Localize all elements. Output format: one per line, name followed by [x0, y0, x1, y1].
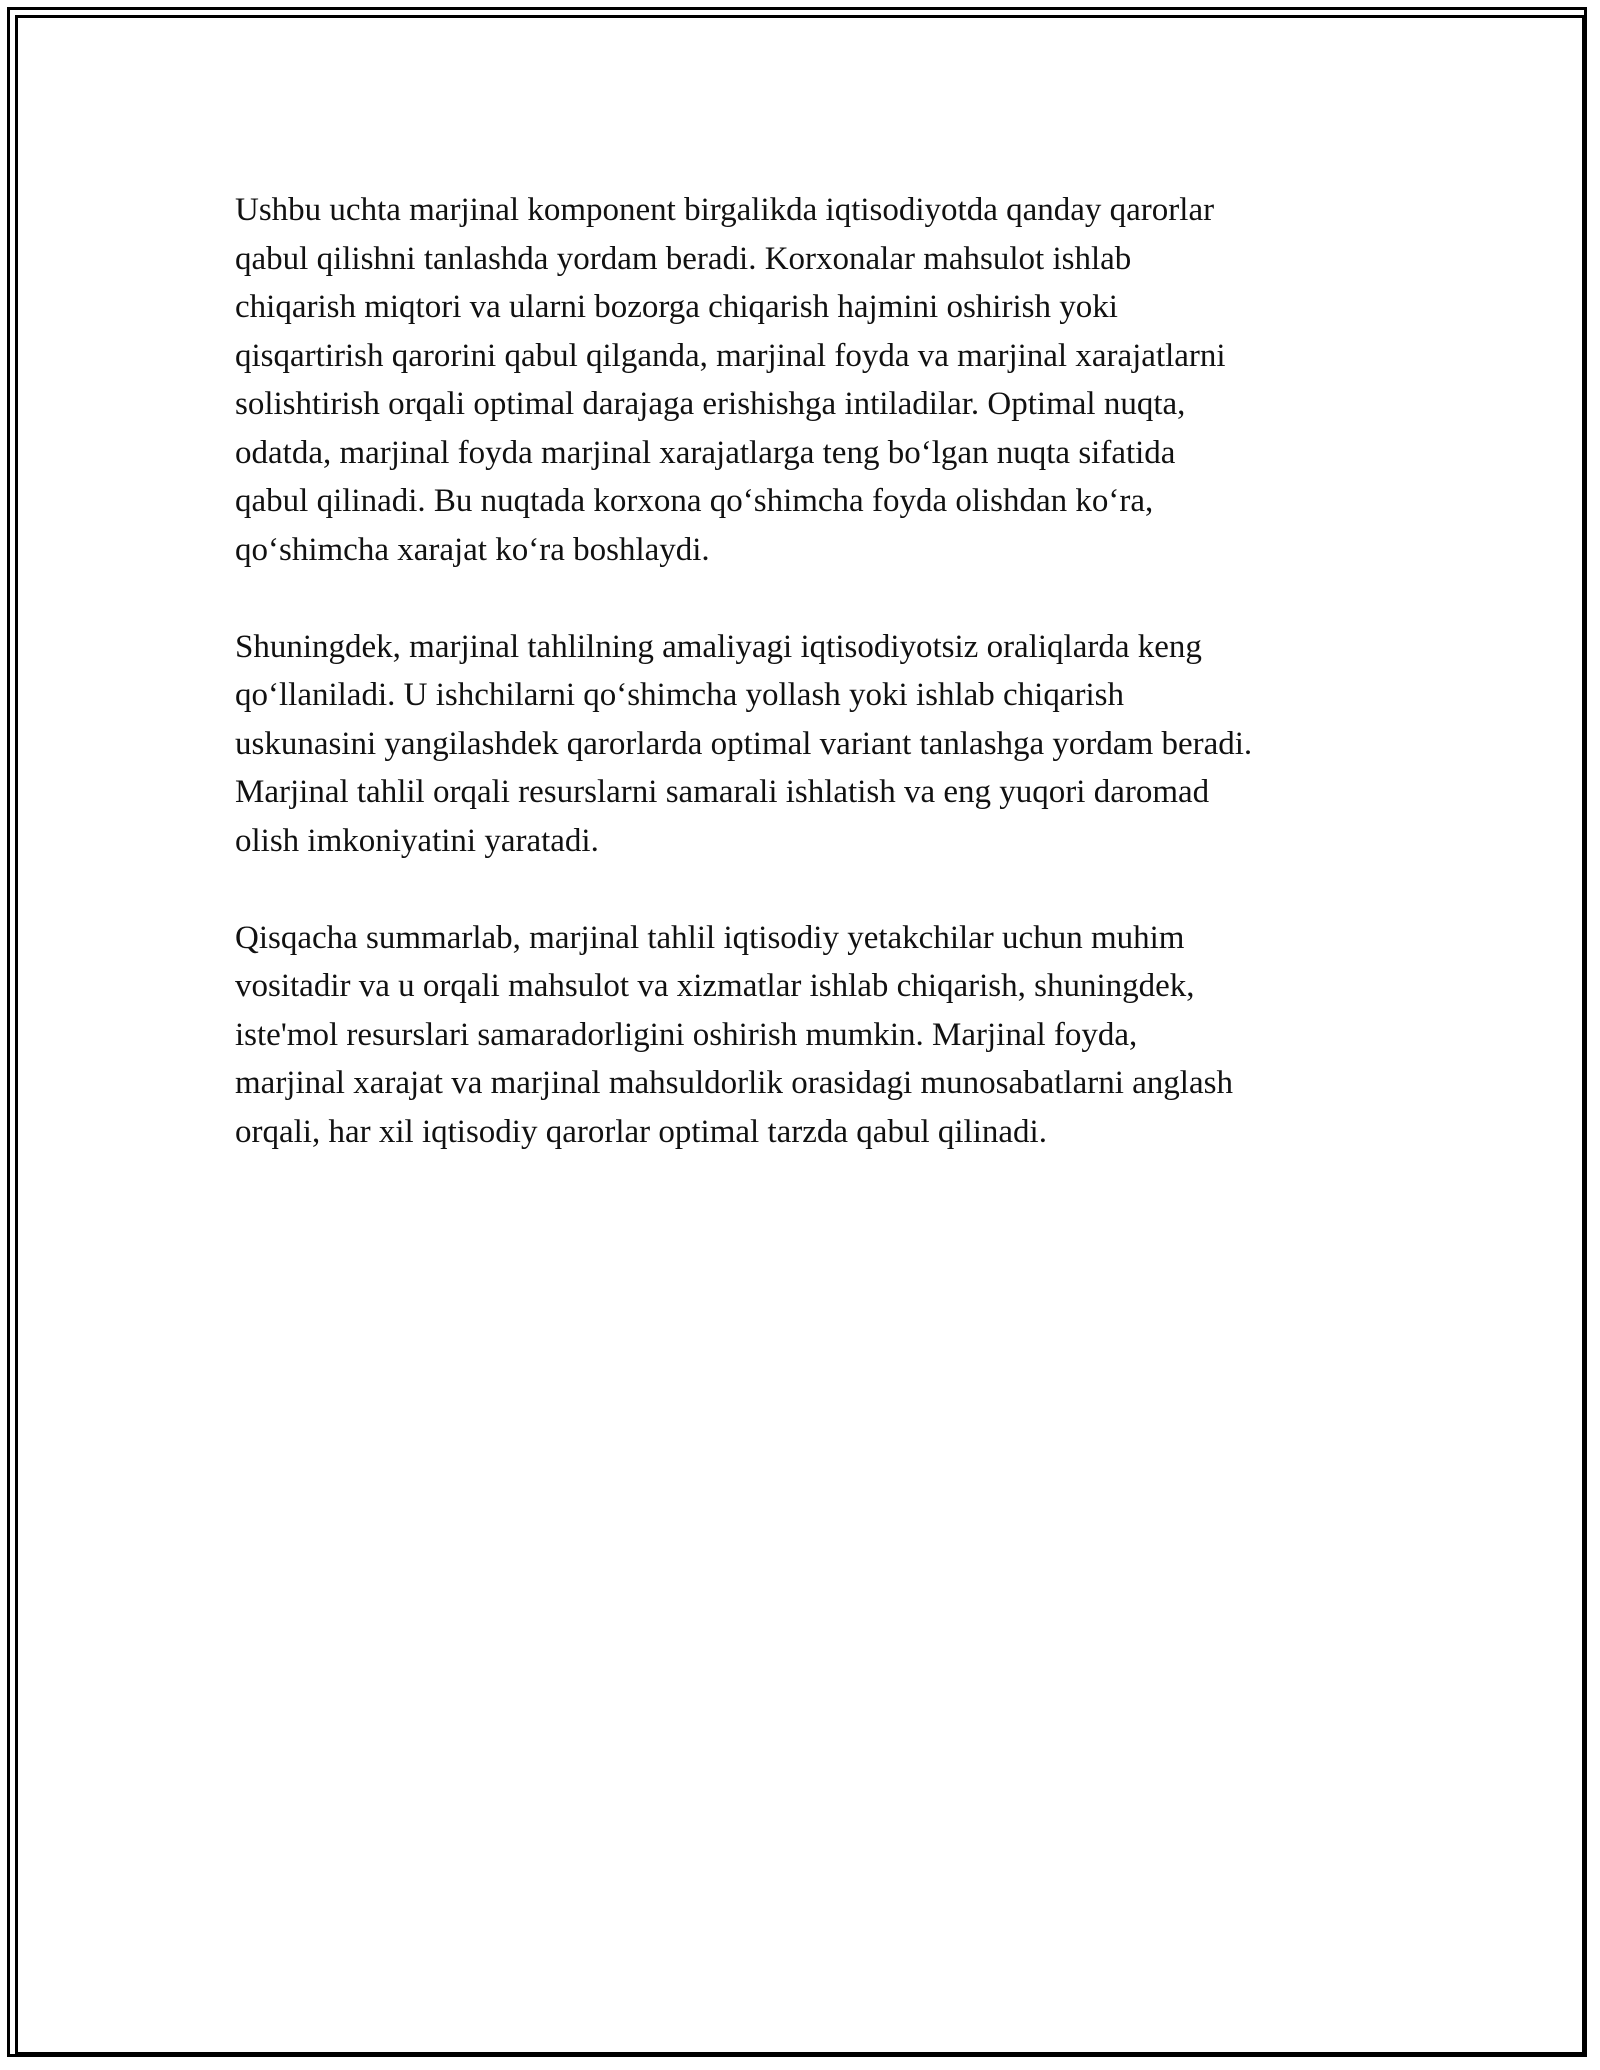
text-line: uskunasini yangilashdek qarorlarda optimal variant tanlashga yordam beradi. [235, 725, 1253, 762]
text-line: Ushbu uchta marjinal komponent birgalikda iqtisodiyotda qanday qarorlar [235, 192, 1215, 228]
paragraph-3 [235, 914, 1385, 1157]
document-body [235, 186, 1385, 1205]
text-line: olish imkoniyatini yaratadi. [235, 822, 599, 859]
text-line: qoʻshimcha xarajat koʻra boshlaydi. [235, 531, 710, 568]
text-line: vositadir va u orqali mahsulot va xizmatlar ishlab chiqarish, shuningdek, [235, 968, 1195, 1004]
paragraph-1 [235, 186, 1385, 574]
text-line: qabul qilinadi. Bu nuqtada korxona qoʻshimcha foyda olishdan koʻra, [235, 483, 1154, 519]
text-line: iste'mol resurslari samaradorligini oshirish mumkin. Marjinal foyda, [235, 1016, 1138, 1053]
text-line: odatda, marjinal foyda marjinal xarajatlarga teng boʻlgan nuqta sifatida [235, 434, 1176, 471]
text-line: Marjinal tahlil orqali resurslarni samarali ishlatish va eng yuqori daromad [235, 774, 1210, 810]
text-line: qoʻllaniladi. U ishchilarni qoʻshimcha yollash yoki ishlab chiqarish [235, 677, 1125, 713]
text-line: chiqarish miqtori va ularni bozorga chiqarish hajmini oshirish yoki [235, 289, 1118, 325]
text-line: solishtirish orqali optimal darajaga erishishga intiladilar. Optimal nuqta, [235, 386, 1186, 422]
text-line: orqali, har xil iqtisodiy qarorlar optimal tarzda qabul qilinadi. [235, 1113, 1047, 1150]
paragraph-2 [235, 623, 1385, 866]
text-line: Qisqacha summarlab, marjinal tahlil iqtisodiy yetakchilar uchun muhim [235, 919, 1185, 956]
text-line: marjinal xarajat va marjinal mahsuldorlik orasidagi munosabatlarni anglash [235, 1065, 1233, 1101]
text-line: qisqartirish qarorini qabul qilganda, marjinal foyda va marjinal xarajatlarni [235, 337, 1226, 374]
text-line: qabul qilishni tanlashda yordam beradi. Korxonalar mahsulot ishlab [235, 240, 1132, 277]
text-line: Shuningdek, marjinal tahlilning amaliyagi iqtisodiyotsiz oraliqlarda keng [235, 628, 1202, 665]
